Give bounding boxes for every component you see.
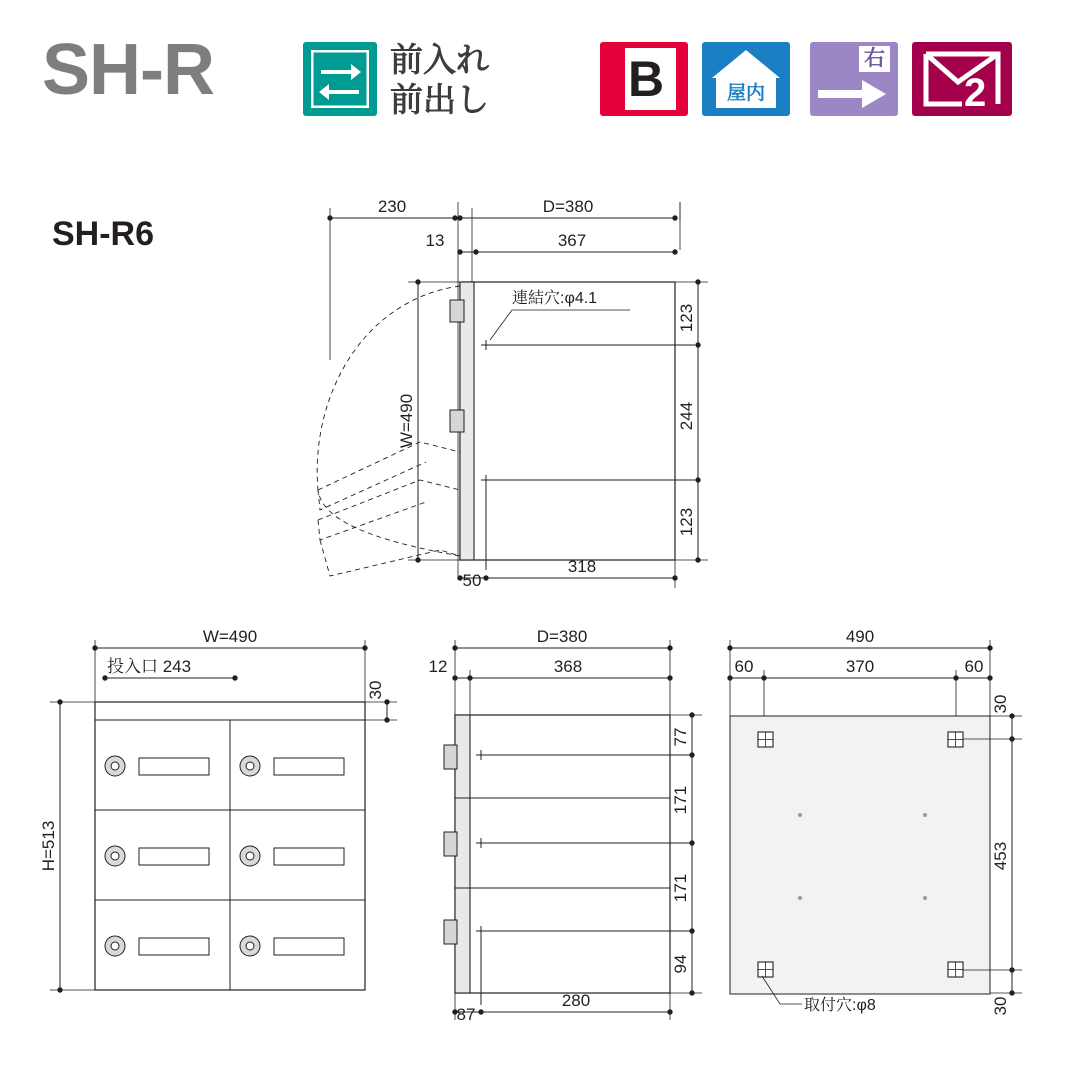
right-open-icon bbox=[810, 42, 898, 116]
dim-W490-side: W=490 bbox=[397, 393, 416, 449]
dim-60-right: 60 bbox=[964, 657, 984, 676]
dim-370: 370 bbox=[845, 657, 875, 676]
indoor-house-label: 屋内 bbox=[726, 83, 765, 104]
dim-280: 280 bbox=[561, 991, 591, 1010]
dim-230: 230 bbox=[377, 197, 407, 216]
side-view-bottom bbox=[420, 620, 720, 1040]
dim-87: 87 bbox=[456, 1005, 476, 1024]
dim-30-bottom: 30 bbox=[991, 996, 1010, 1016]
header bbox=[0, 0, 1080, 150]
mail-capacity-icon bbox=[912, 42, 1012, 116]
dim-368: 368 bbox=[553, 657, 583, 676]
dim-171-b: 171 bbox=[671, 873, 690, 903]
label-renketsu-hole: 連結穴:φ4.1 bbox=[512, 290, 598, 307]
model-label: SH-R6 bbox=[52, 215, 155, 253]
front-view bbox=[35, 620, 435, 1040]
dim-123-top: 123 bbox=[677, 303, 696, 333]
front-in-front-out-arrows-icon bbox=[303, 42, 377, 116]
dim-244: 244 bbox=[677, 401, 696, 431]
dim-12: 12 bbox=[428, 657, 448, 676]
dim-H513: H=513 bbox=[39, 820, 58, 872]
indoor-house-icon bbox=[702, 42, 790, 116]
dim-50: 50 bbox=[462, 571, 482, 590]
dim-490: 490 bbox=[845, 627, 875, 646]
feature-line-2: 前出し bbox=[390, 81, 489, 118]
dim-D380: D=380 bbox=[542, 197, 594, 216]
dial-lock-b-label: B bbox=[628, 51, 665, 107]
label-toinyuko: 投入口 243 bbox=[107, 657, 192, 676]
page-title: SH-R bbox=[42, 30, 214, 110]
dim-318: 318 bbox=[567, 557, 597, 576]
dim-13: 13 bbox=[425, 231, 445, 250]
mail-capacity-number: 2 bbox=[964, 71, 987, 115]
dim-D380-bottom: D=380 bbox=[536, 627, 588, 646]
dim-60-left: 60 bbox=[734, 657, 754, 676]
feature-text bbox=[390, 40, 489, 120]
side-view-top bbox=[300, 190, 1060, 610]
dim-453: 453 bbox=[991, 841, 1010, 871]
back-view bbox=[710, 620, 1050, 1040]
dim-94: 94 bbox=[671, 954, 690, 974]
dim-367: 367 bbox=[557, 231, 587, 250]
dim-30-front: 30 bbox=[366, 680, 385, 700]
label-mount-hole: 取付穴:φ8 bbox=[804, 997, 876, 1014]
feature-line-1: 前入れ bbox=[390, 41, 489, 78]
dim-30-top: 30 bbox=[991, 694, 1010, 714]
dim-77: 77 bbox=[671, 727, 690, 747]
dim-W490-front: W=490 bbox=[202, 627, 258, 646]
dim-123-bottom: 123 bbox=[677, 507, 696, 537]
right-open-label: 右 bbox=[859, 46, 890, 72]
dial-lock-b-icon bbox=[600, 42, 688, 116]
dim-171-a: 171 bbox=[671, 785, 690, 815]
